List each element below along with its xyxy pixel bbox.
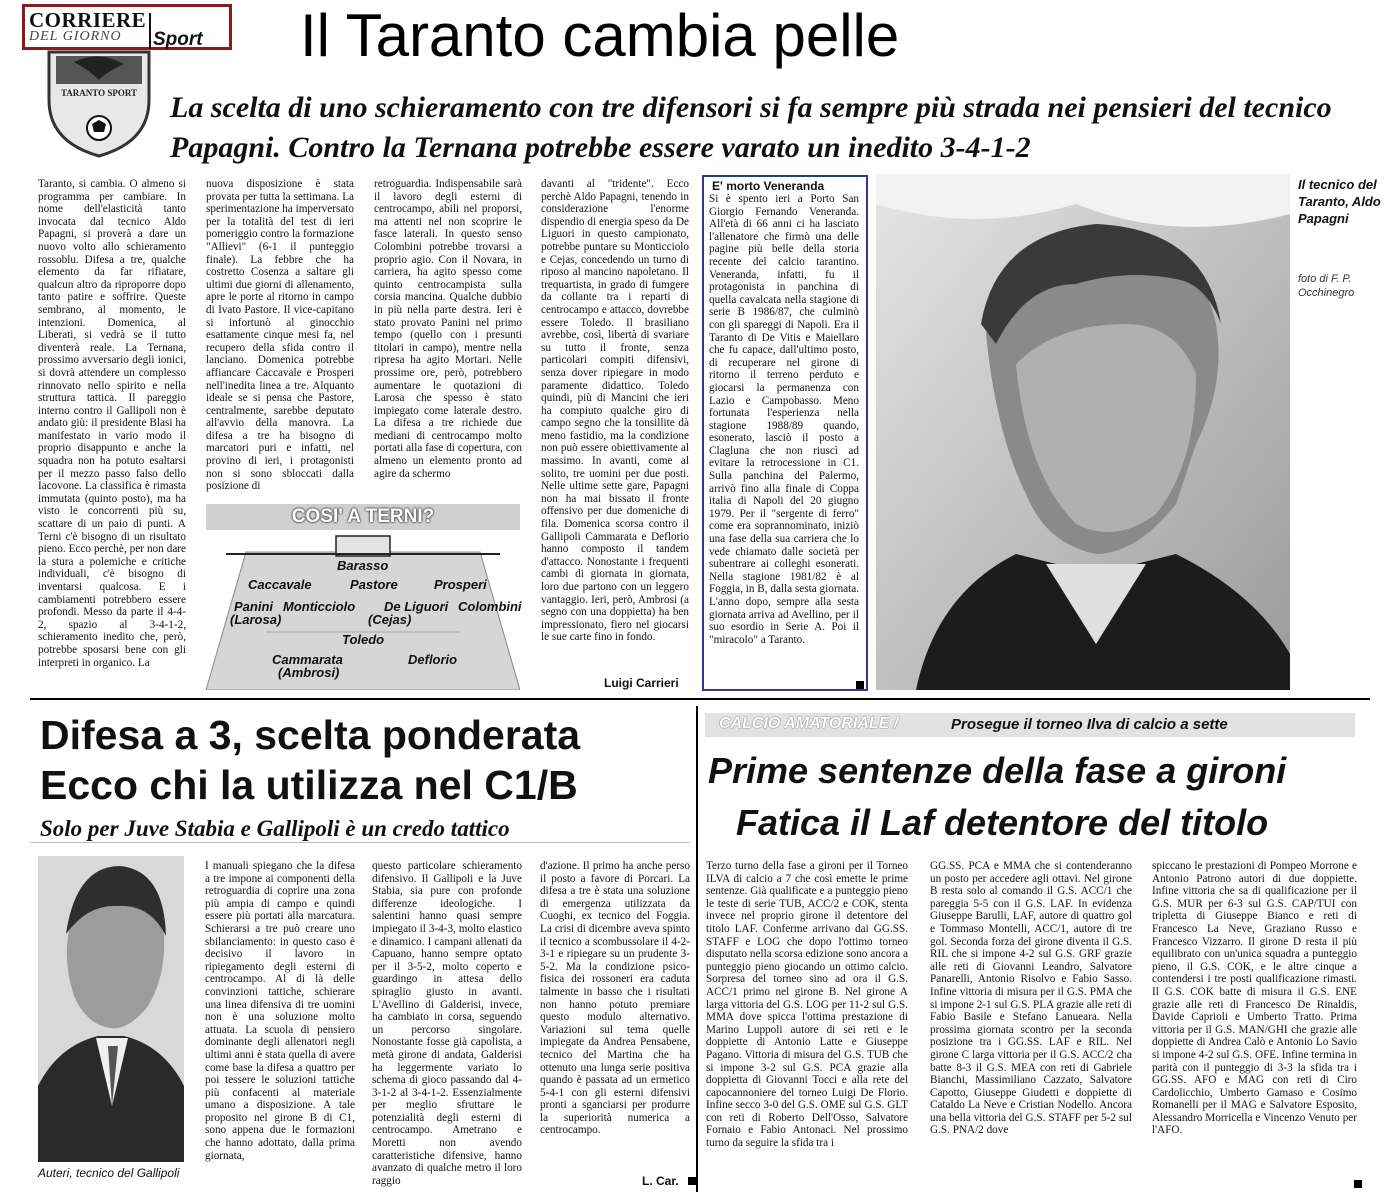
- end-mark: [856, 681, 864, 689]
- formation-title: COSI' A TERNI?: [291, 506, 435, 527]
- obituary-box: [702, 175, 868, 691]
- article3-col3: spiccano le prestazioni di Pompeo Morrone e Antonio Patrono autori di due doppiette. Infine vittoria che sa di qualificazione per il G.S. MUR per 6-3 sul G.S. CAP/TUI con tripletta di Giuseppe Bianco e reti di Francesco La Neve, Graziano Russo e Francesco Vizzarro. Il girone D resta il più equilibrato con un'unica squadra a punteggio pieno, il G.S. COK, e le altre cinque a contendersi i tre posti qualificazione rimasti. Il G.S. COK batte di misura il G.S. ENE grazie alle reti di Francesco De Rinaldis, Davide Caprioli e Umberto Tratto. Prima vittoria per il G.S. MAN/GHI che grazie alle doppiette di Andrea Calò e Antonio Lo Savio si impone 4-2 sul G.S. OFE. Infine termina in parità con il punteggio di 3-3 la sfida tra i GG.SS. AFO e MAG con reti di Ciro Cardolicchio, Umberto Gamaso e Cosimo Romanelli per il MAG e Salvatore Esposito, Alessandro Morricella e Vincenzo Venuto per l'AFO.: [1152, 860, 1357, 1137]
- player-deflorio: Deflorio: [408, 652, 458, 667]
- photo-credit: foto di F. P. Occhinegro: [1298, 273, 1355, 299]
- article3-col2: GG.SS. PCA e MMA che si contenderanno un posto per accedere agli ottavi. Nel girone B resta solo al comando il G.S. ACC/1 che pareggia 5-5 con il G.S. LAF. In evidenza Giuseppe Barulli, LAF, autore di quattro gol e Tommaso Montelli, ACC/1, autore di tre gol. Seconda forza del girone diventa il G.S. RIL che si impone 4-2 sul G.S. GRF grazie alle reti di Giovanni Leandro, Salvatore Panarelli, Antonio Risolvo e Fabio Sasso. Infine vittoria di misura per il G.S. PMA che si impone 2-1 sul G.S. PLA grazie alle reti di Fabio Basile e Stefano Lanueara. Nella prossima giornata scontro per la seconda posizione tra i GG.SS. LAF e RIL. Nel girone C larga vittoria per il G.S. ACC/2 cha batte 8-3 il G.S. MEA con reti di Gabriele Bianchi, Massimiliano Cazzato, Salvatore Capotto, Giuseppe Giudetti e doppiette di Cataldo La Neve e Cristian Nodello. Ancora una bella vittoria del G.S. STAFF per 5-2 sul G.S. PNA/2 dove: [930, 860, 1132, 1137]
- article2-col1: I manuali spiegano che la difesa a tre impone ai componenti della retroguardia di coprire una zona più ampia di campo e quindi essere più portati alla marcatura. Schierarsi a tre può creare uno sbilanciamento: in questo caso è decisivo il lavoro in ripiegamento degli esterni di centrocampo. Al di là delle convinzioni tattiche, schierare una linea difensiva di tre uomini non è una soluzione molto attuata. La scuola di pensiero dominante degli allenatori negli ultimi anni è stata quella di avere come base la difesa a quattro per poi tessere le soluzioni tattiche più confacenti al materiale umano a disposizione. A tale proposito nel girone B di C1, sono appena due le formazioni che hanno adottato, dalla prima giornata,: [205, 860, 355, 1162]
- player-barasso: Barasso: [337, 558, 389, 573]
- article1-byline: Luigi Carrieri: [604, 676, 679, 690]
- article2-col2: questo particolare schieramento difensivo. Il Gallipoli e la Juve Stabia, sia pure con profonde differenze ideologiche. I salentini hanno quasi sempre impiegato il 3-4-3, molto elastico e dinamico. I campani allenati da Capuano, hanno sempre optato per il 3-5-2, molto coperto e guardingo in attesa dello spiraglio giusto in avanti. L'Avellino di Galderisi, invece, ha cambiato in corsa, seguendo un percorso singolare. Nonostante fosse già capolista, a metà girone di andata, Galderisi ha leggermente variato lo schema di gioco passando dal 4-3-1-2 al 3-4-1-2. Essenzialmente per meglio sfruttare le potenzialità degli esterni di centrocampo. Ametrano e Moretti non avendo caratteristiche difensive, hanno avanzato di qualche metro il loro raggio: [372, 860, 522, 1187]
- logo-divider: [149, 13, 151, 49]
- end-mark: [1354, 1180, 1362, 1188]
- newspaper-logo: [22, 4, 232, 50]
- logo-subtitle: DEL GIORNO: [29, 29, 122, 44]
- player-colombini: Colombini: [458, 599, 522, 614]
- end-mark: [688, 1177, 696, 1185]
- headline-c1b: Ecco chi la utilizza nel C1/B: [40, 762, 578, 808]
- article2-deck: Solo per Juve Stabia e Gallipoli è un credo tattico: [40, 816, 510, 841]
- obituary-text: Si è spento ieri a Porto San Giorgio Fernando Veneranda. All'età di 66 anni ci ha lasciato l'allenatore che firmò una delle pagine più belle della storia recente del calcio tarantino. Veneranda, infatti, fu il protagonista in panchina di quella cavalcata nella stagione di serie B 1986/87, che culminò con gli spareggi di Napoli. Era il Taranto di De Vitis e Maiellaro che fu capace, dall'ultimo posto, di recuperare nel girone di ritorno il terreno perduto e giocarsi la permanenza con Lazio e Campobasso. Meno fortunata l'esperienza nella stagione 1988/89 quando, esonerato, lasciò il posto a Clagluna che non riuscì ad evitare la retrocessione in C1. Sulla panchina del Palermo, arrivò fino alla finale di Coppa italia di Napoli del 20 giugno 1979. Per il "sergente di ferro" come era soprannominato, iniziò una fase della sua carriera che lo vede chiamato dalle società per subentrare ai colleghi esonerati. Nella stagione 1981/82 è al Foggia, in B, dalla sesta giornata. L'anno dopo, sempre alla sesta giornata arriva ad Avellino, per il suo esordio in Serie A. Poi il "miracolo" a Taranto.: [709, 193, 859, 646]
- player-ambrosi: (Ambrosi): [278, 665, 340, 680]
- player-toledo: Toledo: [342, 632, 385, 647]
- headline-deck: La scelta di uno schieramento con tre difensori si fa sempre più strada nei pensieri del tecnico Papagni. Contro la Ternana potrebbe essere varato un inedito 3-4-1-2: [170, 91, 1332, 164]
- logo-title: CORRIERE: [29, 8, 147, 32]
- formation-title-bar: [206, 504, 520, 530]
- headline-taranto: Il Taranto cambia pelle: [300, 2, 900, 69]
- headline-difesa: Difesa a 3, scelta ponderata: [40, 712, 581, 758]
- article2-col3: d'azione. Il primo ha anche perso il posto a favore di Porcari. La difesa a tre è stata una soluzione di emergenza utilizzata da Cuoghi, ex tecnico del Foggia. La crisi di dicembre aveva spinto il tecnico a scombussolare il 4-2-3-1 e ripiegare su un prudente 3-5-2. Ma la condizione psico-fisica dei rossoneri era caduta talmente in basso che i risultati non hanno potuto premiare questo modulo alternativo. Variazioni sul tema quelle impiegate da Andrea Pensabene, tecnico del Martina che ha ottenuto una lunga serie positiva quando è passata ad un ermetico 5-4-1 con gli esterni difensivi pronti a sganciarsi per produrre la superiorità numerica a centrocampo.: [540, 860, 690, 1137]
- section-kicker: CALCIO AMATORIALE /: [719, 715, 899, 732]
- photo-caption-auteri: Auteri, tecnico del Gallipoli: [38, 1166, 180, 1180]
- photo-auteri: [38, 856, 184, 1162]
- article2-byline: L. Car.: [642, 1174, 679, 1188]
- headline-prime-sentenze: Prime sentenze della fase a gironi: [708, 750, 1287, 791]
- player-monticciolo: Monticciolo: [283, 599, 356, 614]
- article3-col1: Terzo turno della fase a gironi per il Torneo ILVA di calcio a 7 che così emette le prime sentenze. Già qualificate e a punteggio pieno le teste di serie TUB, ACC/2 e COK, stenta invece nel proprio girone il detentore del titolo LAF. Conferme arrivano dai GG.SS. STAFF e LOG che dopo l'ottimo torneo disputato nella scorsa edizione sono ancora a punteggio pieno giocando un ottimo calcio. Sorpresa del torneo sino ad ora il G.S. ACC/1 primo nel girone B. Nel girone A larga vittoria del G.S. LOG per 11-2 sul G.S. MMA dove spicca l'ottima prestazione di Marino Luppoli autore di sei reti e le doppiette di Antonio Latte e Giuseppe Pagano. Vittoria di misura del G.S. TUB che si impone 3-2 sul G.S. PCA grazie alla doppietta di Giovanni Tocci e alla rete del capocannoniere del torneo Luigi De Florio. Infine secco 3-0 del G.S. OME sul G.S. GLT con reti di Roberto Dell'Osso, Salvatore Fornaio e Fabio Antonaci. Nel prossimo turno da seguire la sfida tra i: [706, 860, 908, 1150]
- section-kicker-bar: [705, 713, 1355, 737]
- player-larosa: (Larosa): [230, 612, 282, 627]
- article1-col4: davanti al "tridente". Ecco perchè Aldo Papagni, tenendo in considerazione l'enorme dispendio di energia speso da De Liguori in questo campionato, potrebbe puntare su Monticciolo e Cejas, concedendo un turno di riposo al mancino napoletano. Il trequartista, in grado di fumgere da collante tra i reparti di centrocampo e attacco, dovrebbe essere Toledo. Il brasiliano avrebbe, così, libertà di svariare su tutto il fronte, senza particolari compiti difensivi, senza dover ripiegare in modo paramente didattico. Toledo quindi, più di Mancini che ieri ha compiuto qualche giro di campo segno che la tonsillite dà meno fastidio, ma la condizione non può essere obiettivamente al massimo. In avanti, come al solito, tre uomini per due posti. Nelle ultime sette gare, Papagni non ha mai bissato il fronte offensivo per due domeniche di fila. Domenica scorsa contro il Gallipoli Cammarata e Deflorio hanno composto il tandem d'attacco. Nonostante i frequenti cambi di giornata in giornata, loro due partono con un leggero vantaggio. Ieri, però, Ambrosi (a segno con una doppietta) ha ben impressionato, fiero nel giocarsi le sue carte fino in fondo.: [541, 178, 689, 644]
- player-pastore: Pastore: [350, 577, 398, 592]
- logo-section: Sport: [153, 29, 203, 50]
- player-panini: Panini: [234, 599, 274, 614]
- photo-papagni: [876, 174, 1290, 690]
- obituary-title: E' morto Veneranda: [712, 179, 825, 193]
- section-kicker-subtitle: Prosegue il torneo Ilva di calcio a sette: [951, 716, 1228, 733]
- headline-fatica-laf: Fatica il Laf detentore del titolo: [736, 802, 1269, 843]
- crest-text: TARANTO SPORT: [60, 88, 138, 98]
- formation-diagram: [206, 532, 520, 690]
- player-de-liguori: De Liguori: [384, 599, 449, 614]
- article1-col3: retroguardia. Indispensabile sarà il lavoro degli esterni di centrocampo, abili nel proporsi, ma attenti nel non scoprire le fasce laterali. In questo senso Colombini potrebbe trovarsi a proprio agio. Con il Novara, in carriera, ha agito spesso come quinto centrocampista sulla corsia mancina. Qualche dubbio in più nella parte destra. Ieri è stato provato Panini nel primo tempo (quello con i presunti titolari in campo), mentre nella ripresa ha agito Mortari. Nelle prossime ore, però, potrebbero aumentare le quotazioni di Larosa che spesso è stato impiegato come laterale destro. La difesa a tre richiede due mediani di centrocampo molto portati alla fase di copertura, con almeno un elemento pronto ad agire da schermo: [374, 178, 522, 480]
- player-cammarata: Cammarata: [272, 652, 343, 667]
- photo-caption-papagni: Il tecnico del Taranto, Aldo Papagni: [1298, 177, 1381, 226]
- section-divider: [30, 698, 1370, 700]
- player-caccavale: Caccavale: [248, 577, 312, 592]
- player-prosperi: Prosperi: [434, 577, 487, 592]
- article1-col2: nuova disposizione è stata provata per tutta la settimana. La sperimentazione ha imperversato per la totalità del test di ieri pomeriggio contro la formazione "Allievi" (6-1 il punteggio finale). La febbre che ha costretto Cosenza a saltare gli ultimi due giorni di allenamento, apre le porte al ritorno in campo di Ivato Pastore. Il vice-capitano si infortunò al ginocchio esattamente cinque mesi fa, nel recupero della sfida contro il lanciano. Domenica potrebbe affiancare Caccavale e Prosperi nell'inedita linea a tre. Alquanto ideale se si pensa che Pastore, centralmente, sarebbe deputato all'avvio della manovra. La difesa a tre ha bisogno di marcatori puri e infatti, nel provino di ieri, i protagonisti non si sono sbloccati dalla posizione di: [206, 178, 354, 493]
- taranto-sport-crest: [44, 50, 154, 158]
- article1-col1: Taranto, si cambia. O almeno si programma per cambiare. In nome dell'elasticità tanto invocata dal tecnico Aldo Papagni, si proverà a dare un nuovo volto allo schieramento rossoblu. Difesa a tre, qualche elemento da far rifiatare, qualcun altro da riproporre dopo tanto patire e soffrire. Queste sembrano, al momento, le intenzioni. Domenica, al Liberati, si vedrà se il tutto diventerà reale. La Ternana, prossimo avversario degli ionici, si dovrà attendere un complesso rinnovato nello spirito e nella struttura tattica. Il pareggio interno contro il Gallipoli non è andato giù: il presidente Blasi ha manifestato in vario modo il proprio disappunto e anche la squadra non ha potuto esaltarsi per il mezzo passo falso dello Iacovone. La classifica è rimasta immutata (quinto posto), ma ha visto le concorrenti più su, scattare di un paio di punti. A Terni c'è bisogno di un risultato pieno. Ecco perchè, per non dare la stura a polemiche e critiche individuali, c'è bisogno di inventarsi qualcosa. E i cambiamenti potrebbero essere profondi. Messo da parte il 4-4-2, spazio al 3-4-1-2, schieramento inedito che, però, potrebbe sposarsi bene con gli interpreti in organico. La: [38, 178, 186, 669]
- player-cejas: (Cejas): [368, 612, 412, 627]
- column-divider: [696, 706, 698, 1192]
